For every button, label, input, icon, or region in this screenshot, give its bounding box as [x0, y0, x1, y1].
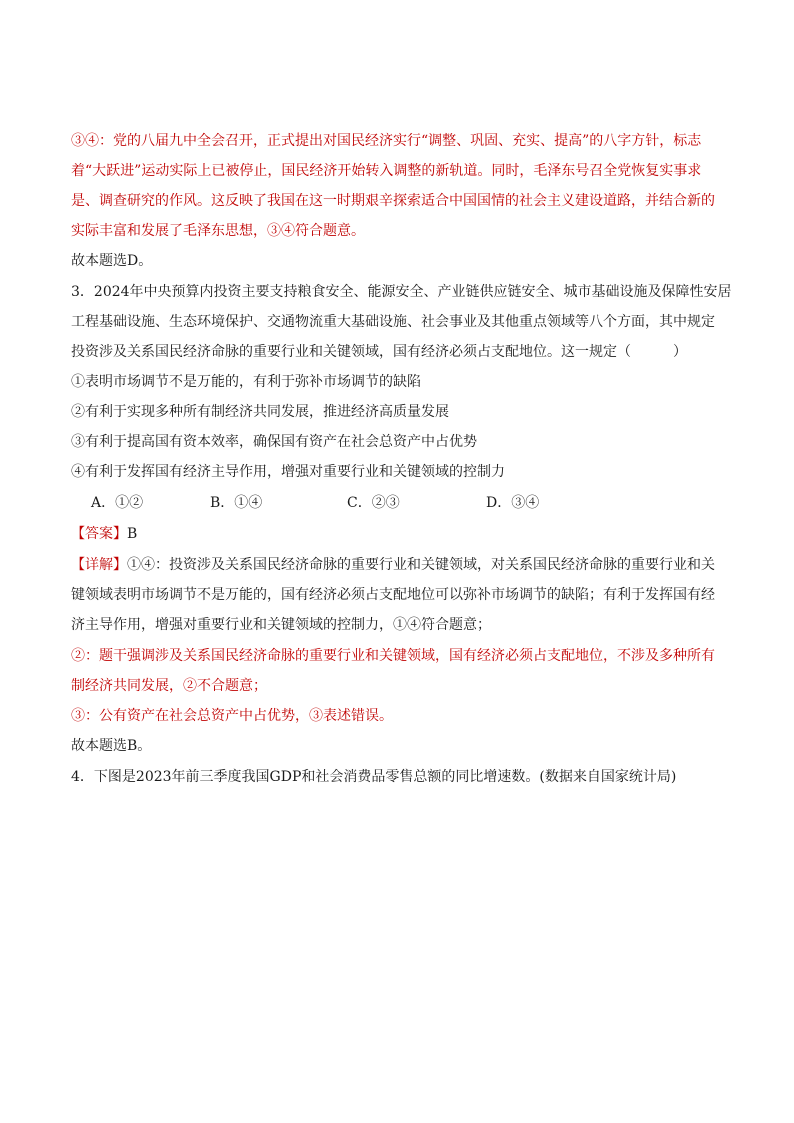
question-stem: 投资涉及关系国民经济命脉的重要行业和关键领域，国有经济必须占支配地位。这一规定（ ） [71, 344, 687, 360]
detail-red-line: ③：公有资产在社会总资产中占优势，③表述错误。 [71, 708, 393, 724]
statement-item: ①表明市场调节不是万能的，有利于弥补市场调节的缺陷 [71, 374, 421, 390]
option-a: A．①② [91, 495, 144, 511]
detail-red-line: ②：题干强调涉及关系国民经济命脉的重要行业和关键领域，国有经济必须占支配地位，不涉及多种所有 [71, 648, 715, 664]
option-d: D．③④ [486, 495, 540, 511]
question-stem: 工程基础设施、生态环境保护、交通物流重大基础设施、社会事业及其他重点领域等八个方面，其中规定 [71, 314, 715, 330]
detail-line: 键领域表明市场调节不是万能的，国有经济必须占支配地位可以弥补市场调节的缺陷；有利于发挥国有经 [71, 587, 715, 603]
detail-red-line: 制经济共同发展，②不合题意； [71, 678, 267, 694]
analysis-line: 实际丰富和发展了毛泽东思想，③④符合题意。 [71, 223, 365, 239]
question-stem: 3．2024年中央预算内投资主要支持粮食安全、能源安全、产业链供应链安全、城市基础设施及保障性安居 [71, 284, 732, 300]
statement-item: ④有利于发挥国有经济主导作用，增强对重要行业和关键领域的控制力 [71, 464, 505, 480]
analysis-line: ③④：党的八届九中全会召开，正式提出对国民经济实行“调整、巩固、充实、提高”的八字方针，标志 [71, 133, 702, 149]
statement-item: ③有利于提高国有资本效率，确保国有资产在社会总资产中占优势 [71, 434, 477, 450]
detail-line: 济主导作用，增强对重要行业和关键领域的控制力，①④符合题意； [71, 617, 491, 633]
option-c: C．②③ [347, 495, 400, 511]
detail-tag: 【详解】 [71, 557, 127, 573]
answer-line [71, 524, 731, 544]
detail-line [71, 555, 731, 575]
conclusion-text: 故本题选D。 [71, 253, 153, 269]
detail-text: ①④：投资涉及关系国民经济命脉的重要行业和关键领域，对关系国民经济命脉的重要行业和关 [127, 557, 715, 573]
answer-value: B [127, 526, 138, 542]
answer-tag: 【答案】 [71, 526, 127, 542]
option-b: B．①④ [210, 495, 263, 511]
analysis-line: 是、调查研究的作风。这反映了我国在这一时期艰辛探索适合中国国情的社会主义建设道路，并结合新的 [71, 193, 715, 209]
question-stem: 4．下图是2023年前三季度我国GDP和社会消费品零售总额的同比增速数。(数据来自国家统计局) [71, 769, 677, 785]
conclusion-text: 故本题选B。 [71, 738, 152, 754]
analysis-line: 着“大跃进”运动实际上已被停止，国民经济开始转入调整的新轨道。同时，毛泽东号召全党恢复实事求 [71, 163, 702, 179]
statement-item: ②有利于实现多种所有制经济共同发展，推进经济高质量发展 [71, 404, 449, 420]
